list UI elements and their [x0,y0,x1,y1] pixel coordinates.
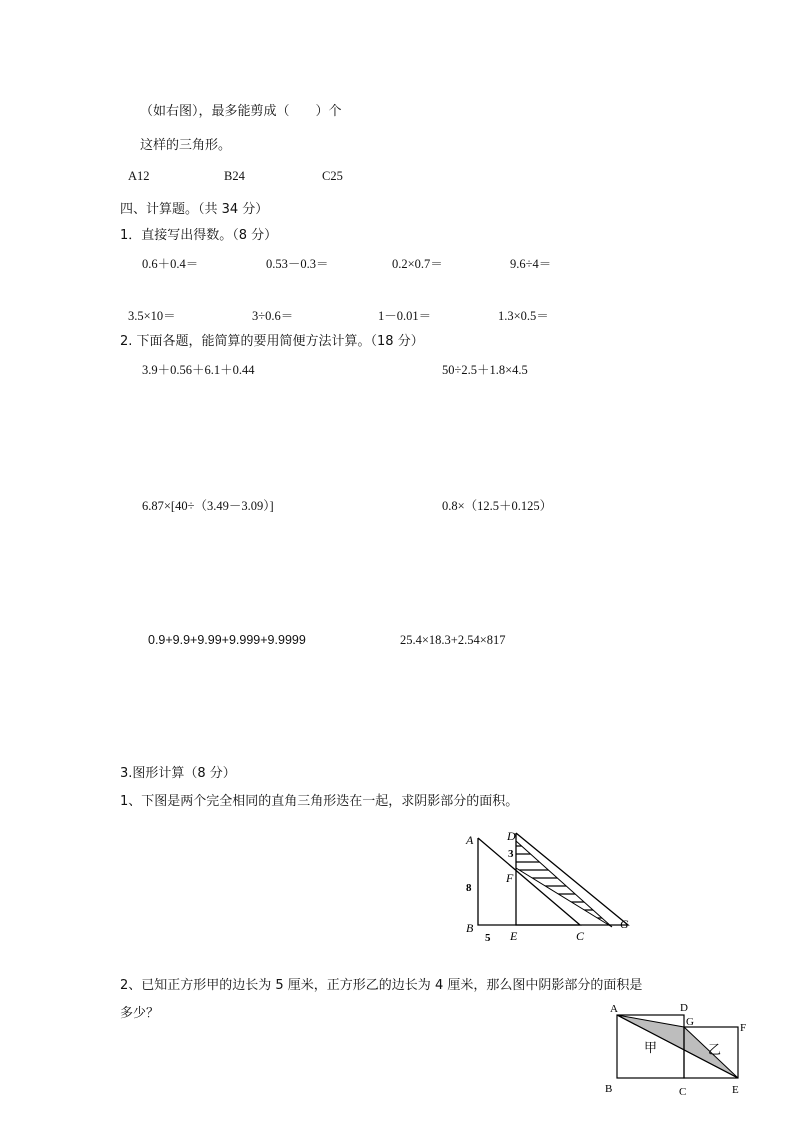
geometry-q1-text: 1、下图是两个完全相同的直角三角形迭在一起，求阴影部分的面积。 [120,794,519,809]
oral-calc-item: 0.2×0.7＝ [392,257,443,271]
oral-calc-item: 9.6÷4＝ [510,257,552,271]
calc-problem: 0.9+9.9+9.99+9.999+9.9999 [148,633,306,647]
part1-title: 1．直接写出得数。（8 分） [120,228,278,243]
label-b: B [605,1083,613,1095]
calc-problem: 6.87×[40÷（3.49－3.09）] [142,499,274,513]
measure-ab: 8 [466,882,472,894]
oral-calc-item: 1－0.01＝ [378,309,432,323]
label-b: B [466,921,474,935]
measure-df: 3 [508,848,514,860]
calc-problem: 0.8×（12.5＋0.125） [442,499,553,513]
oral-calc-item: 3.5×10＝ [128,309,176,323]
label-jia: 甲 [644,1041,658,1056]
overlapping-triangles-figure [460,824,640,946]
oral-calc-item: 1.3×0.5＝ [498,309,549,323]
geometry-q2-text-line2: 多少？ [120,1006,160,1021]
shaded-hatch-region [510,846,630,918]
option-c: C25 [322,169,343,183]
calc-problem: 25.4×18.3+2.54×817 [400,633,506,647]
triangle-deg [516,833,628,925]
part3-title: 3.图形计算（8 分） [120,766,236,781]
q3-text-line2: 这样的三角形。 [140,138,232,153]
label-c: C [576,929,585,943]
part2-title: 2. 下面各题，能简算的要用简便方法计算。（18 分） [120,334,424,349]
label-e: E [732,1084,739,1096]
measure-be: 5 [485,932,491,944]
label-c: C [679,1086,687,1098]
label-e: E [510,929,518,943]
label-f: F [506,871,514,885]
section4-title: 四、计算题。（共 34 分） [120,202,269,217]
label-a: A [466,833,474,847]
oral-calc-item: 0.53－0.3＝ [266,257,329,271]
oral-calc-item: 0.6＋0.4＝ [142,257,199,271]
geometry-q2-text-line1: 2、已知正方形甲的边长为 5 厘米，正方形乙的边长为 4 厘米，那么图中阴影部分的面积是 [120,978,643,993]
triangle-abc [478,838,580,925]
label-f: F [740,1022,747,1034]
option-b: B24 [224,169,245,183]
option-a: A12 [128,169,150,183]
oral-calc-item: 3÷0.6＝ [252,309,294,323]
label-yi: 乙 [708,1043,722,1058]
calc-problem: 3.9＋0.56＋6.1＋0.44 [142,363,255,377]
q3-text-line1: （如右图），最多能剪成（ ）个 [140,104,342,119]
label-a: A [610,1003,618,1015]
label-d: D [680,1002,688,1014]
two-squares-figure [600,998,760,1100]
calc-problem: 50÷2.5＋1.8×4.5 [442,363,528,377]
label-g: G [686,1016,694,1028]
label-g: G [620,917,629,931]
label-d: D [507,829,516,843]
